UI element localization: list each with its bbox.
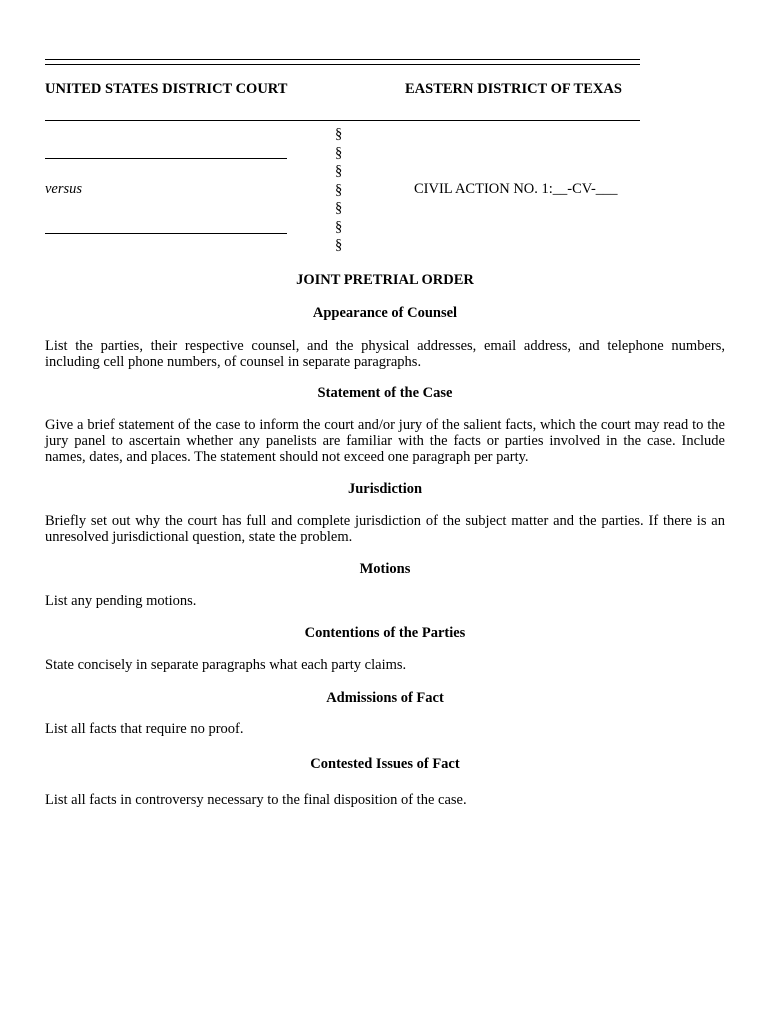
section-heading-statement: Statement of the Case bbox=[317, 385, 453, 401]
section-mark: § bbox=[335, 163, 343, 179]
section-mark: § bbox=[335, 200, 343, 216]
section-body-contested: List all facts in controversy necessary to the final disposition of the case. bbox=[45, 792, 467, 808]
section-body-motions: List any pending motions. bbox=[45, 593, 197, 609]
district-name: EASTERN DISTRICT OF TEXAS bbox=[405, 81, 622, 97]
header-rule bbox=[45, 120, 640, 121]
section-body-statement: Give a brief statement of the case to inform the court and/or jury of the salient facts, which the court may read to the jury panel to ascertain whether any panelists are familiar with the facts or parties involved in the case. Include names, dates, and places. The statement should not exceed one paragraph per party. bbox=[45, 417, 725, 465]
section-body-jurisdiction: Briefly set out why the court has full and complete jurisdiction of the subject matter and the parties. If there is an unresolved jurisdictional question, state the problem. bbox=[45, 513, 725, 545]
section-body-appearance: List the parties, their respective counsel, and the physical addresses, email address, and telephone numbers, including cell phone numbers, of counsel in separate paragraphs. bbox=[45, 338, 725, 370]
section-heading-contested: Contested Issues of Fact bbox=[310, 756, 460, 772]
section-heading-admissions: Admissions of Fact bbox=[326, 690, 444, 706]
section-mark: § bbox=[335, 126, 343, 142]
top-rule-second bbox=[45, 64, 640, 65]
section-heading-contentions: Contentions of the Parties bbox=[304, 625, 466, 641]
section-mark: § bbox=[335, 237, 343, 253]
section-body-contentions: State concisely in separate paragraphs what each party claims. bbox=[45, 657, 407, 673]
court-name: UNITED STATES DISTRICT COURT bbox=[45, 81, 288, 97]
document-title: JOINT PRETRIAL ORDER bbox=[296, 272, 474, 288]
section-mark: § bbox=[335, 181, 343, 198]
versus-label: versus bbox=[45, 181, 83, 197]
section-heading-motions: Motions bbox=[359, 561, 411, 577]
defendant-blank-line bbox=[45, 233, 287, 234]
civil-action-number: CIVIL ACTION NO. 1:__-CV-___ bbox=[414, 181, 618, 197]
section-heading-appearance: Appearance of Counsel bbox=[312, 305, 458, 321]
section-marks-column bbox=[335, 125, 342, 255]
section-body-admissions: List all facts that require no proof. bbox=[45, 721, 244, 737]
section-heading-jurisdiction: Jurisdiction bbox=[347, 481, 423, 497]
top-rule bbox=[45, 59, 640, 60]
plaintiff-blank-line bbox=[45, 158, 287, 159]
section-mark: § bbox=[335, 218, 343, 235]
section-mark: § bbox=[335, 144, 343, 161]
